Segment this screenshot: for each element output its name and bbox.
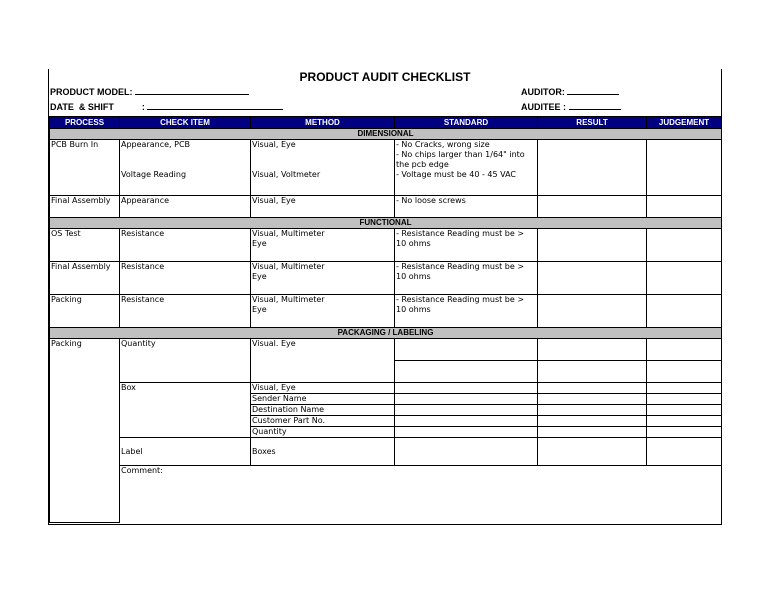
section-title: PACKAGING / LABELING — [50, 328, 722, 339]
check-item-cell: Resistance — [120, 229, 251, 262]
judgement-cell[interactable] — [647, 140, 722, 196]
standard-cell[interactable] — [395, 339, 538, 361]
table-row — [50, 262, 722, 295]
col-method: METHOD — [251, 117, 395, 129]
judgement-cell[interactable] — [647, 295, 722, 328]
judgement-cell[interactable] — [647, 416, 722, 427]
check-item-cell: Quantity — [120, 339, 251, 383]
judgement-cell[interactable] — [647, 262, 722, 295]
auditor-input-line[interactable] — [567, 87, 619, 95]
check-item-cell: Resistance — [120, 262, 251, 295]
process-cell: PCB Burn In — [50, 140, 120, 196]
method-cell: Destination Name — [251, 405, 395, 416]
result-cell[interactable] — [538, 427, 647, 438]
judgement-cell[interactable] — [647, 405, 722, 416]
method-cell: Visual, Eye — [251, 383, 395, 394]
product-model-label: PRODUCT MODEL: — [50, 87, 133, 97]
standard-cell[interactable] — [395, 383, 538, 394]
section-title: FUNCTIONAL — [50, 218, 722, 229]
result-cell[interactable] — [538, 405, 647, 416]
result-cell[interactable] — [538, 140, 647, 196]
result-cell[interactable] — [538, 416, 647, 427]
table-row — [50, 339, 722, 361]
comment-row — [50, 466, 722, 523]
check-item-cell: Resistance — [120, 295, 251, 328]
product-model-input-line[interactable] — [135, 87, 249, 95]
method-cell: Visual, Eye — [251, 196, 395, 218]
check-item-cell: Box — [120, 383, 251, 438]
comment-label: Comment: — [121, 466, 163, 475]
section-title: DIMENSIONAL — [50, 129, 722, 140]
process-cell: OS Test — [50, 229, 120, 262]
page-title: PRODUCT AUDIT CHECKLIST — [299, 70, 471, 84]
standard-cell[interactable] — [395, 427, 538, 438]
col-result: RESULT — [538, 117, 647, 129]
judgement-cell[interactable] — [647, 196, 722, 218]
process-cell: Final Assembly — [50, 262, 120, 295]
auditee-label: AUDITEE : — [521, 102, 566, 112]
standard-cell[interactable] — [395, 361, 538, 383]
col-standard: STANDARD — [395, 117, 538, 129]
col-process: PROCESS — [50, 117, 120, 129]
standard-cell: - Resistance Reading must be > 10 ohms — [395, 262, 538, 295]
result-cell[interactable] — [538, 229, 647, 262]
judgement-cell[interactable] — [647, 427, 722, 438]
method-cell: Visual, Multimeter Eye — [251, 229, 395, 262]
column-header-row — [50, 117, 722, 129]
method-cell: Visual, Multimeter Eye — [251, 262, 395, 295]
method-cell: Sender Name — [251, 394, 395, 405]
auditor-field — [521, 87, 619, 97]
method-cell: Quantity — [251, 427, 395, 438]
table-row — [50, 295, 722, 328]
result-cell[interactable] — [538, 383, 647, 394]
table-row — [50, 229, 722, 262]
auditor-label: AUDITOR: — [521, 87, 565, 97]
judgement-cell[interactable] — [647, 229, 722, 262]
process-cell: Packing — [50, 339, 120, 523]
result-cell[interactable] — [538, 361, 647, 383]
section-functional — [50, 218, 722, 229]
standard-cell: - No Cracks, wrong size - No chips larger than 1/64" into the pcb edge - Voltage must be 40 - 45 VAC — [395, 140, 538, 196]
judgement-cell[interactable] — [647, 438, 722, 466]
method-cell: Boxes — [251, 438, 395, 466]
col-judgement: JUDGEMENT — [647, 117, 722, 129]
table-row — [50, 438, 722, 466]
section-packaging — [50, 328, 722, 339]
result-cell[interactable] — [538, 196, 647, 218]
method-cell: Visual. Eye — [251, 339, 395, 383]
date-shift-label: DATE & SHIFT — [50, 102, 114, 112]
standard-cell[interactable] — [395, 394, 538, 405]
check-item-cell: Label — [120, 438, 251, 466]
check-item-cell: Appearance, PCB Voltage Reading — [120, 140, 251, 196]
col-check-item: CHECK ITEM — [120, 117, 251, 129]
date-shift-colon: : — [141, 102, 145, 112]
product-model-field — [50, 87, 249, 97]
checklist-sheet — [48, 69, 722, 525]
section-dimensional — [50, 129, 722, 140]
auditee-input-line[interactable] — [569, 102, 621, 110]
standard-cell: - No loose screws — [395, 196, 538, 218]
process-cell: Final Assembly — [50, 196, 120, 218]
result-cell[interactable] — [538, 339, 647, 361]
result-cell[interactable] — [538, 295, 647, 328]
audit-table — [49, 116, 722, 523]
table-row — [50, 140, 722, 196]
standard-cell: - Resistance Reading must be > 10 ohms — [395, 295, 538, 328]
method-cell: Visual, Multimeter Eye — [251, 295, 395, 328]
table-row — [50, 383, 722, 394]
result-cell[interactable] — [538, 262, 647, 295]
standard-cell: - Resistance Reading must be > 10 ohms — [395, 229, 538, 262]
method-cell: Customer Part No. — [251, 416, 395, 427]
method-cell: Visual, Eye Visual, Voltmeter — [251, 140, 395, 196]
date-shift-input-line[interactable] — [147, 102, 283, 110]
result-cell[interactable] — [538, 438, 647, 466]
judgement-cell[interactable] — [647, 394, 722, 405]
judgement-cell[interactable] — [647, 383, 722, 394]
process-cell: Packing — [50, 295, 120, 328]
judgement-cell[interactable] — [647, 339, 722, 361]
result-cell[interactable] — [538, 394, 647, 405]
judgement-cell[interactable] — [647, 361, 722, 383]
date-shift-field — [50, 102, 283, 112]
standard-cell[interactable] — [395, 416, 538, 427]
table-row — [50, 196, 722, 218]
standard-cell[interactable] — [395, 438, 538, 466]
auditee-field — [521, 102, 621, 112]
check-item-cell: Appearance — [120, 196, 251, 218]
standard-cell[interactable] — [395, 405, 538, 416]
comment-field[interactable] — [120, 466, 722, 523]
